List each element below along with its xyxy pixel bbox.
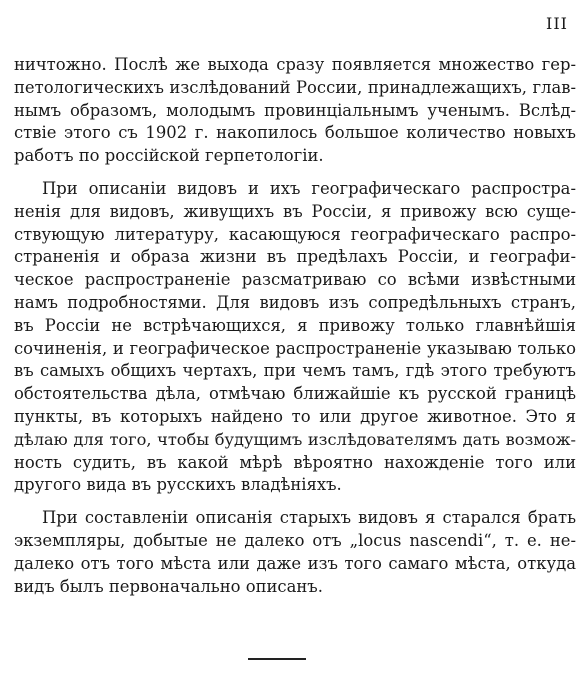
text-line: нымъ образомъ, молодымъ провинціальнымъ ученымъ. Вслѣд- xyxy=(14,100,576,120)
text-line: обстоятельства дѣла, отмѣчаю ближайшіе къ русской границѣ xyxy=(14,384,576,404)
text-line: петологическихъ изслѣдований России, принадлежащихъ, глав- xyxy=(14,77,576,97)
paragraph-1 xyxy=(14,54,576,168)
paragraph-3 xyxy=(14,507,576,598)
text-line: ствіе этого съ 1902 г. накопилось большое количество новыхъ xyxy=(14,123,576,143)
text-line: ничтожно. Послѣ же выхода сразу появляется множество гер- xyxy=(14,55,576,74)
text-line: намъ подробностями. Для видовъ изъ сопредѣльныхъ странъ, xyxy=(14,292,576,312)
text-line: пункты, въ которыхъ найдено то или другое животное. Это я xyxy=(14,406,576,426)
body-text xyxy=(14,54,576,608)
text-line: далеко отъ того мѣста или даже изъ того самаго мѣста, откуда xyxy=(14,553,576,573)
text-line: сочиненія, и географическое распространеніе указываю только xyxy=(14,338,576,358)
text-line: дѣлаю для того, чтобы будущимъ изслѣдователямъ дать возмож- xyxy=(14,429,576,449)
text-line: ствующую литературу, касающуюся географическаго распро- xyxy=(14,224,576,244)
text-line: ненія для видовъ, живущихъ въ Россіи, я привожу всю суще- xyxy=(14,201,576,221)
text-line: ность судить, въ какой мѣрѣ вѣроятно нахожденіе того или xyxy=(14,452,576,472)
text-line: страненія и образа жизни въ предѣлахъ Россіи, и географи- xyxy=(14,247,576,267)
text-line: При составленіи описанія старыхъ видовъ я старался брать xyxy=(42,508,576,528)
text-line: ческое распространеніе разсматриваю со всѣми извѣстными xyxy=(14,270,576,290)
text-line: въ самыхъ общихъ чертахъ, при чемъ тамъ, гдѣ этого требуютъ xyxy=(14,361,576,381)
page-number: III xyxy=(546,14,568,33)
paragraph-2 xyxy=(14,178,576,497)
text-line: другого вида въ русскихъ владѣніяхъ. xyxy=(14,475,342,495)
text-line: въ Россіи не встрѣчающихся, я привожу только главнѣйшія xyxy=(14,315,576,335)
text-line: При описаніи видовъ и ихъ географическаго распростра- xyxy=(42,178,576,198)
text-line: видъ былъ первоначально описанъ. xyxy=(14,576,323,596)
text-line: экземпляры, добытые не далеко отъ „locus nascendi“, т. е. не- xyxy=(14,530,576,550)
section-divider xyxy=(248,658,306,660)
text-line: работъ по россійской герпетологіи. xyxy=(14,146,324,166)
